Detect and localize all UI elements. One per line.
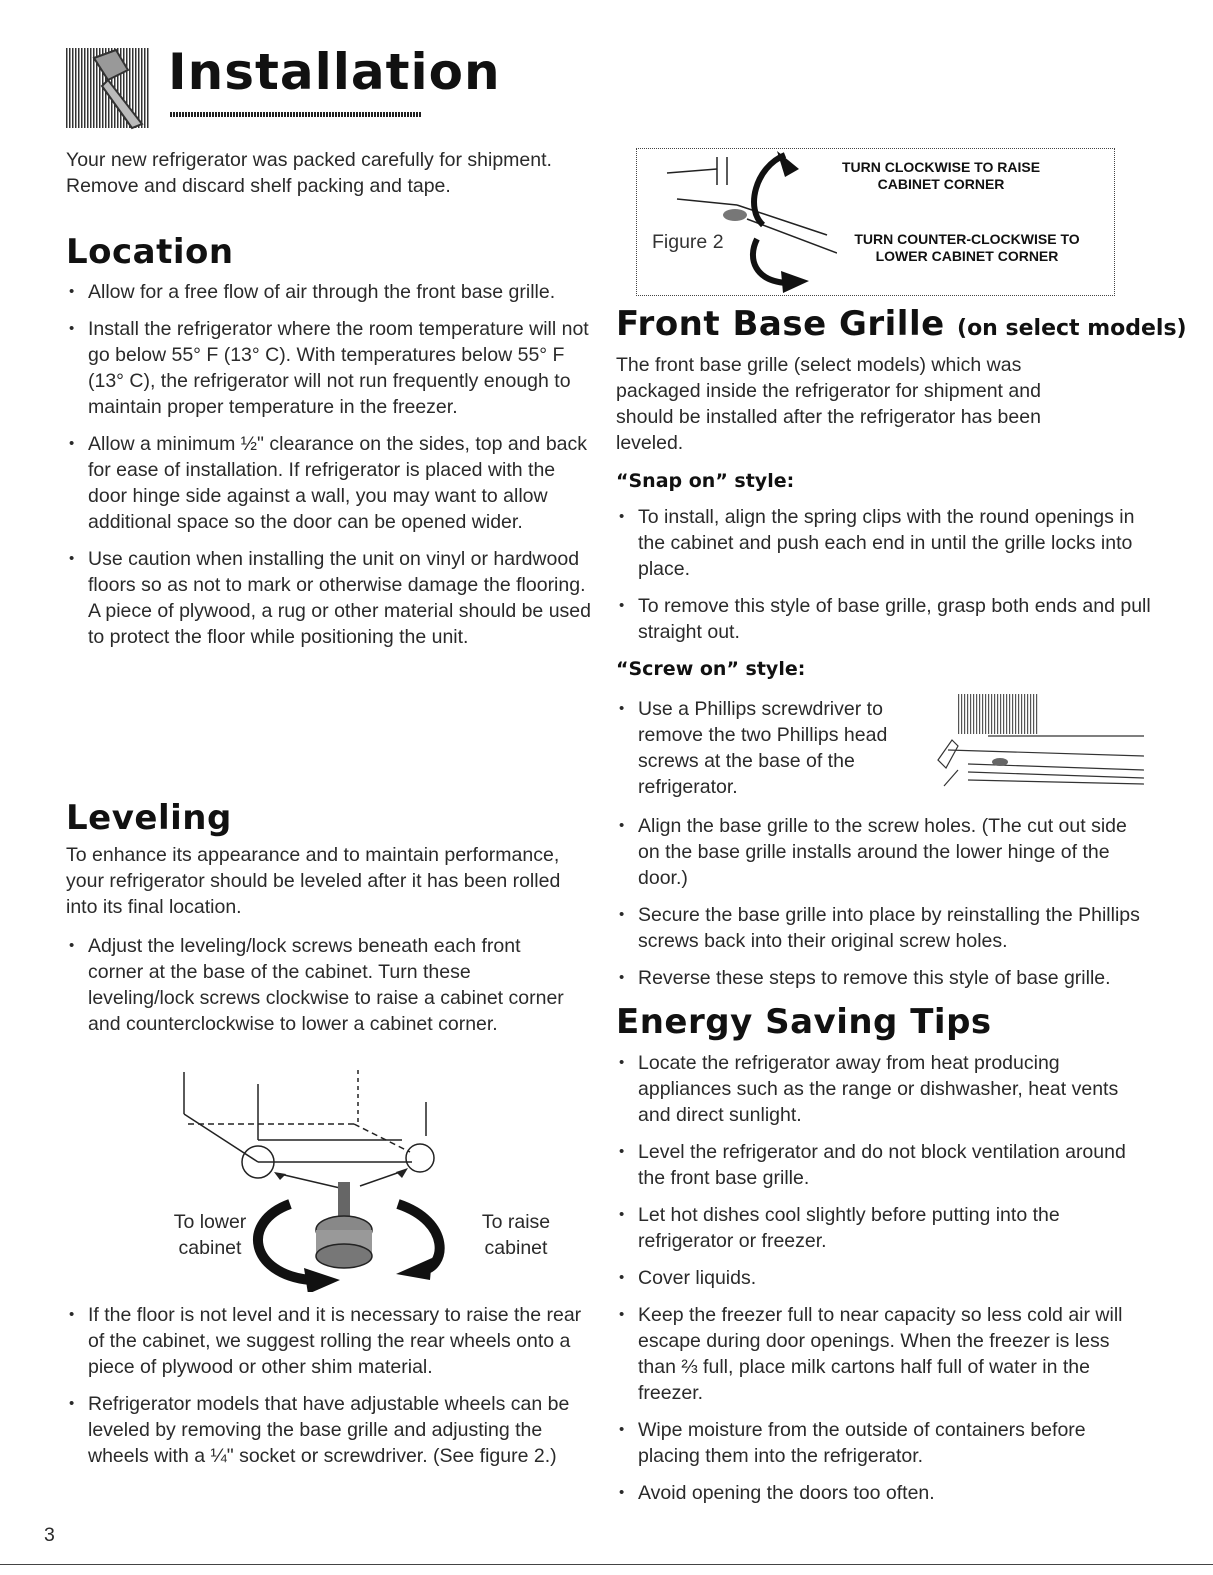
snap-on-heading: “Snap on” style: (616, 470, 795, 492)
page-number: 3 (44, 1524, 55, 1546)
list-item: • To remove this style of base grille, grasp both ends and pull straight out. (616, 593, 1156, 645)
leveling-list-bottom (66, 1302, 591, 1480)
intro-paragraph: Your new refrigerator was packed carefully for shipment. Remove and discard shelf packing and tape. (66, 149, 552, 197)
list-item: • Allow for a free flow of air through the front base grille. (66, 279, 591, 305)
figure-2-box (636, 148, 1115, 296)
list-item: • To install, align the spring clips with the round openings in the cabinet and push each end in until the grille locks into place. (616, 504, 1156, 582)
list-item: • Align the base grille to the screw holes. (The cut out side on the base grille installs around the lower hinge of the door.) (616, 813, 1146, 891)
figure-2-label: Figure 2 (652, 231, 724, 253)
energy-heading: Energy Saving Tips (616, 1002, 992, 1042)
grille-intro: The front base grille (select models) which was packaged inside the refrigerator for shipment and should be installed after the refrigerator has been leveled. (616, 354, 1041, 454)
list-item: • Level the refrigerator and do not block ventilation around the front base grille. (616, 1139, 1146, 1191)
list-item: • Secure the base grille into place by reinstalling the Phillips screws back into their original screw holes. (616, 902, 1146, 954)
clockwise-caption: TURN CLOCKWISE TO RAISE CABINET CORNER (841, 159, 1041, 192)
list-item: • Keep the freezer full to near capacity so less cold air will escape during door openings. When the freezer is less than ⅔ full, place milk cartons half full of water in the freezer. (616, 1302, 1146, 1406)
list-item: • Allow a minimum ½" clearance on the sides, top and back for ease of installation. If refrigerator is placed with the door hinge side against a wall, you may want to allow additional space so the door can be opened wider. (66, 431, 591, 535)
location-list (66, 279, 591, 661)
list-item: • If the floor is not level and it is necessary to raise the rear of the cabinet, we suggest rolling the rear wheels onto a piece of plywood or other shim material. (66, 1302, 591, 1380)
list-item: • Cover liquids. (616, 1265, 1146, 1291)
screw-on-heading: “Screw on” style: (616, 658, 806, 680)
leveling-heading: Leveling (66, 798, 232, 838)
list-item: • Let hot dishes cool slightly before putting into the refrigerator or freezer. (616, 1202, 1146, 1254)
list-item: • Wipe moisture from the outside of containers before placing them into the refrigerator. (616, 1417, 1146, 1469)
footer-rule (0, 1564, 1213, 1565)
wrench-illustration (637, 149, 837, 295)
list-item: • Locate the refrigerator away from heat producing appliances such as the range or dishwasher, heat vents and direct sunlight. (616, 1050, 1146, 1128)
leveling-intro: To enhance its appearance and to maintain performance, your refrigerator should be leveled after it has been rolled into its final location. (66, 844, 561, 918)
screw-on-first (616, 696, 916, 811)
list-item: • Adjust the leveling/lock screws beneath each front corner at the base of the cabinet. Turn these leveling/lock screws clockwise to raise a cabinet corner and counterclockwise to lower a cabinet corner. (66, 933, 566, 1037)
counter-clockwise-caption: TURN COUNTER-CLOCKWISE TO LOWER CABINET CORNER (854, 231, 1080, 264)
title-rule (170, 112, 422, 117)
to-lower-label: To lower cabinet (173, 1211, 247, 1259)
page-title: Installation (168, 43, 501, 101)
grille-heading-sub: (on select models) (957, 316, 1187, 341)
list-item: • Install the refrigerator where the room temperature will not go below 55° F (13° C). With temperatures below 55° F (13° C), the refrigerator will not run frequently enough to maintain proper temperature in the freezer. (66, 316, 591, 420)
grille-heading: Front Base Grille (on select models) (616, 304, 1187, 344)
location-heading: Location (66, 232, 234, 272)
to-raise-label: To raise cabinet (481, 1211, 551, 1259)
header-icon (66, 40, 154, 130)
leveling-list-top (66, 933, 566, 1048)
list-item: • Avoid opening the doors too often. (616, 1480, 1146, 1506)
screw-illustration (928, 690, 1148, 790)
list-item: • Use caution when installing the unit on vinyl or hardwood floors so as not to mark or otherwise damage the flooring. A piece of plywood, a rug or other material should be used to protect the floor while positioning the unit. (66, 546, 591, 650)
list-item: • Refrigerator models that have adjustable wheels can be leveled by removing the base grille and adjusting the wheels with a ¼" socket or screwdriver. (See figure 2.) (66, 1391, 591, 1469)
snap-on-list (616, 504, 1156, 656)
energy-list (616, 1050, 1146, 1517)
screw-on-list (616, 813, 1146, 1002)
list-item: • Reverse these steps to remove this style of base grille. (616, 965, 1146, 991)
list-item: • Use a Phillips screwdriver to remove the two Phillips head screws at the base of the refrigerator. (616, 696, 916, 800)
